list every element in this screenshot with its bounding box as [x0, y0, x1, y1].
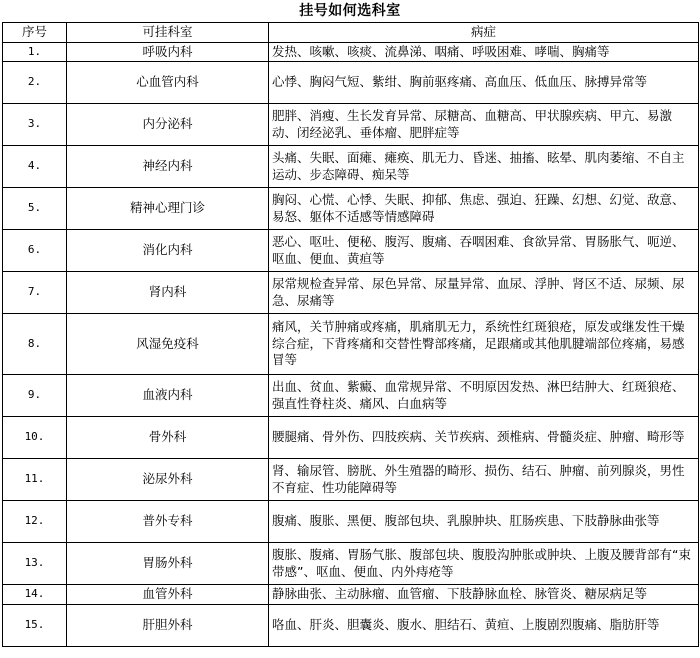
row-symptoms: 静脉曲张、主动脉瘤、血管瘤、下肢静脉血栓、脉管炎、糖尿病足等: [269, 585, 699, 605]
row-department: 胃肠外科: [67, 543, 269, 585]
row-number: 2.: [3, 62, 67, 104]
row-number: 12.: [3, 501, 67, 543]
row-symptoms: 尿常规检查异常、尿色异常、尿量异常、血尿、浮肿、肾区不适、尿频、尿急、尿痛等: [269, 272, 699, 314]
row-department: 风湿免疫科: [67, 314, 269, 375]
table-row: [3, 230, 699, 272]
row-number: 11.: [3, 459, 67, 501]
row-number: 3.: [3, 104, 67, 146]
table-row: [3, 585, 699, 605]
row-symptoms: 发热、咳嗽、咳痰、流鼻涕、咽痛、呼吸困难、哮喘、胸痛等: [269, 42, 699, 62]
row-symptoms: 咯血、肝炎、胆囊炎、腹水、胆结石、黄疸、上腹剧烈腹痛、脂肪肝等: [269, 605, 699, 647]
table-row: [3, 501, 699, 543]
row-number: 4.: [3, 146, 67, 188]
row-number: 13.: [3, 543, 67, 585]
row-number: 15.: [3, 605, 67, 647]
row-symptoms: 腹胀、腹痛、胃肠气胀、腹部包块、腹股沟肿胀或肿块、上腹及腰背部有“束带感”、呕血、便血、内外痔疮等: [269, 543, 699, 585]
row-department: 血液内科: [67, 375, 269, 417]
table-row: [3, 605, 699, 647]
header-number: 序号: [3, 23, 67, 43]
row-department: 消化内科: [67, 230, 269, 272]
row-department: 肝胆外科: [67, 605, 269, 647]
row-department: 精神心理门诊: [67, 188, 269, 230]
row-department: 血管外科: [67, 585, 269, 605]
row-number: 9.: [3, 375, 67, 417]
row-symptoms: 胸闷、心慌、心悸、失眠、抑郁、焦虑、强迫、狂躁、幻想、幻觉、敌意、易怒、躯体不适感等情感障碍: [269, 188, 699, 230]
department-table: [2, 22, 699, 647]
table-row: [3, 459, 699, 501]
row-symptoms: 恶心、呕吐、便秘、腹泻、腹痛、吞咽困难、食欲异常、胃肠胀气、呃逆、呕血、便血、黄疸等: [269, 230, 699, 272]
row-symptoms: 腹痛、腹胀、黑便、腹部包块、乳腺肿块、肛肠疾患、下肢静脉曲张等: [269, 501, 699, 543]
table-header-row: [3, 23, 699, 43]
row-department: 心血管内科: [67, 62, 269, 104]
row-department: 骨外科: [67, 417, 269, 459]
row-symptoms: 痛风，关节肿痛或疼痛，肌痛肌无力，系统性红斑狼疮，原发或继发性干燥综合症，下背疼痛和交替性臀部疼痛，足跟痛或其他肌腱端部位疼痛，易感冒等: [269, 314, 699, 375]
row-number: 1.: [3, 42, 67, 62]
row-number: 14.: [3, 585, 67, 605]
document-title: 挂号如何选科室: [299, 3, 401, 19]
row-symptoms: 出血、贫血、紫癜、血常规异常、不明原因发热、淋巴结肿大、红斑狼疮、强直性脊柱炎、痛风、白血病等: [269, 375, 699, 417]
row-department: 泌尿外科: [67, 459, 269, 501]
table-row: [3, 314, 699, 375]
row-number: 10.: [3, 417, 67, 459]
row-number: 5.: [3, 188, 67, 230]
table-row: [3, 543, 699, 585]
row-department: 肾内科: [67, 272, 269, 314]
table-row: [3, 62, 699, 104]
row-symptoms: 腰腿痛、骨外伤、四肢疾病、关节疾病、颈椎病、骨髓炎症、肿瘤、畸形等: [269, 417, 699, 459]
row-number: 6.: [3, 230, 67, 272]
table-row: [3, 417, 699, 459]
row-symptoms: 头痛、失眠、面瘫、瘫痪、肌无力、昏迷、抽搐、眩晕、肌肉萎缩、不自主运动、步态障碍、痴呆等: [269, 146, 699, 188]
row-symptoms: 心悸、胸闷气短、紫绀、胸前驱疼痛、高血压、低血压、脉搏异常等: [269, 62, 699, 104]
table-row: [3, 375, 699, 417]
table-row: [3, 188, 699, 230]
row-department: 内分泌科: [67, 104, 269, 146]
table-row: [3, 42, 699, 62]
row-symptoms: 肾、输尿管、膀胱、外生殖器的畸形、损伤、结石、肿瘤、前列腺炎，男性不育症、性功能障碍等: [269, 459, 699, 501]
row-number: 7.: [3, 272, 67, 314]
row-department: 普外专科: [67, 501, 269, 543]
row-department: 呼吸内科: [67, 42, 269, 62]
row-symptoms: 肥胖、消瘦、生长发育异常、尿糖高、血糖高、甲状腺疾病、甲亢、易激动、闭经泌乳、垂体瘤、肥胖症等: [269, 104, 699, 146]
table-row: [3, 272, 699, 314]
header-department: 可挂科室: [67, 23, 269, 43]
table-row: [3, 146, 699, 188]
row-department: 神经内科: [67, 146, 269, 188]
row-number: 8.: [3, 314, 67, 375]
header-symptoms: 病症: [269, 23, 699, 43]
table-row: [3, 104, 699, 146]
